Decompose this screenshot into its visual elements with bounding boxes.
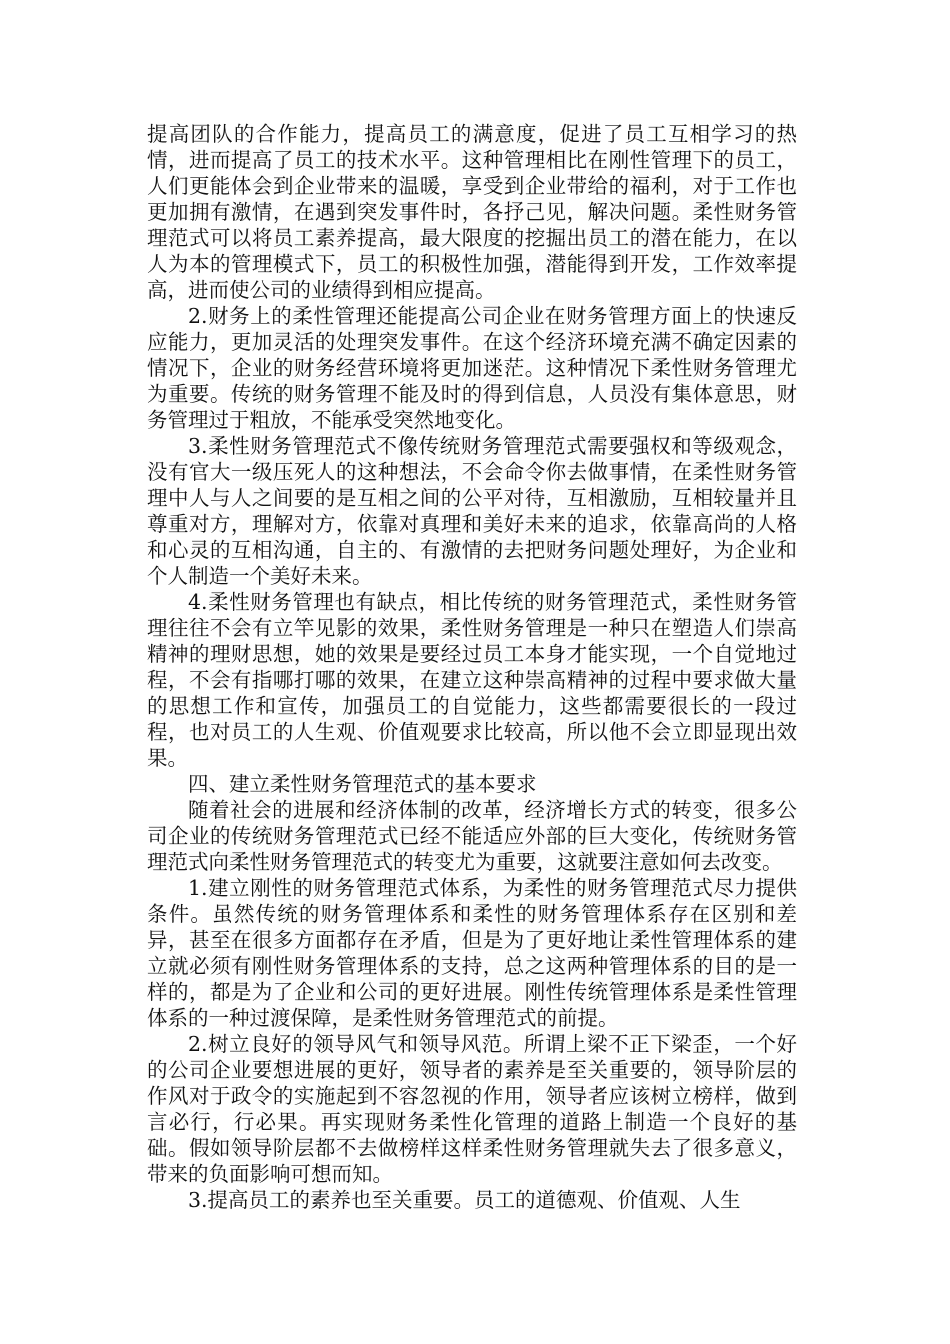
document-body (147, 121, 797, 1213)
paragraph-6: 1.建立刚性的财务管理范式体系，为柔性的财务管理范式尽力提供条件。虽然传统的财务管理体系和柔性的财务管理体系存在区别和差异，甚至在很多方面都存在矛盾，但是为了更好地让柔性管理体系的建立就必须有刚性财务管理体系的支持，总之这两种管理体系的目的是一样的，都是为了企业和公司的更好进展。刚性传统管理体系是柔性管理体系的一种过渡保障，是柔性财务管理范式的前提。 (147, 876, 797, 1030)
paragraph-4: 4.柔性财务管理也有缺点，相比传统的财务管理范式，柔性财务管理往往不会有立竿见影的效果，柔性财务管理是一种只在塑造人们崇高精神的理财思想，她的效果是要经过员工本身才能实现，一个自觉地过程，不会有指哪打哪的效果，在建立这种崇高精神的过程中要求做大量的思想工作和宣传，加强员工的自觉能力，这些都需要很长的一段过程，也对员工的人生观、价值观要求比较高，所以他不会立即显现出效果。 (147, 590, 797, 770)
paragraph-3: 3.柔性财务管理范式不像传统财务管理范式需要强权和等级观念，没有官大一级压死人的这种想法，不会命令你去做事情，在柔性财务管理中人与人之间要的是互相之间的公平对待，互相激励，互相较量并且尊重对方，理解对方，依靠对真理和美好未来的追求，依靠高尚的人格和心灵的互相沟通，自主的、有激情的去把财务问题处理好，为企业和个人制造一个美好未来。 (147, 434, 797, 588)
paragraph-8: 3.提高员工的素养也至关重要。员工的道德观、价值观、人生 (188, 1188, 741, 1212)
paragraph-5: 随着社会的进展和经济体制的改革，经济增长方式的转变，很多公司企业的传统财务管理范式已经不能适应外部的巨大变化，传统财务管理范式向柔性财务管理范式的转变尤为重要，这就要注意如何去改变。 (147, 798, 797, 874)
paragraph-2: 2.财务上的柔性管理还能提高公司企业在财务管理方面上的快速反应能力，更加灵活的处理突发事件。在这个经济环境充满不确定因素的情况下，企业的财务经营环境将更加迷茫。这种情况下柔性财务管理尤为重要。传统的财务管理不能及时的得到信息，人员没有集体意思，财务管理过于粗放，不能承受突然地变化。 (147, 304, 797, 432)
section-heading: 四、建立柔性财务管理范式的基本要求 (188, 772, 537, 796)
paragraph-1: 提高团队的合作能力，提高员工的满意度，促进了员工互相学习的热情，进而提高了员工的技术水平。这种管理相比在刚性管理下的员工，人们更能体会到企业带来的温暖，享受到企业带给的福利，对于工作也更加拥有激情，在遇到突发事件时，各抒己见，解决问题。柔性财务管理范式可以将员工素养提高，最大限度的挖掘出员工的潜在能力，在以人为本的管理模式下，员工的积极性加强，潜能得到开发，工作效率提高，进而使公司的业绩得到相应提高。 (147, 122, 797, 302)
paragraph-7: 2.树立良好的领导风气和领导风范。所谓上梁不正下梁歪，一个好的公司企业要想进展的更好，领导者的素养是至关重要的，领导阶层的作风对于政令的实施起到不容忽视的作用，领导者应该树立榜样，做到言必行，行必果。再实现财务柔性化管理的道路上制造一个良好的基础。假如领导阶层都不去做榜样这样柔性财务管理就失去了很多意义，带来的负面影响可想而知。 (147, 1032, 797, 1186)
